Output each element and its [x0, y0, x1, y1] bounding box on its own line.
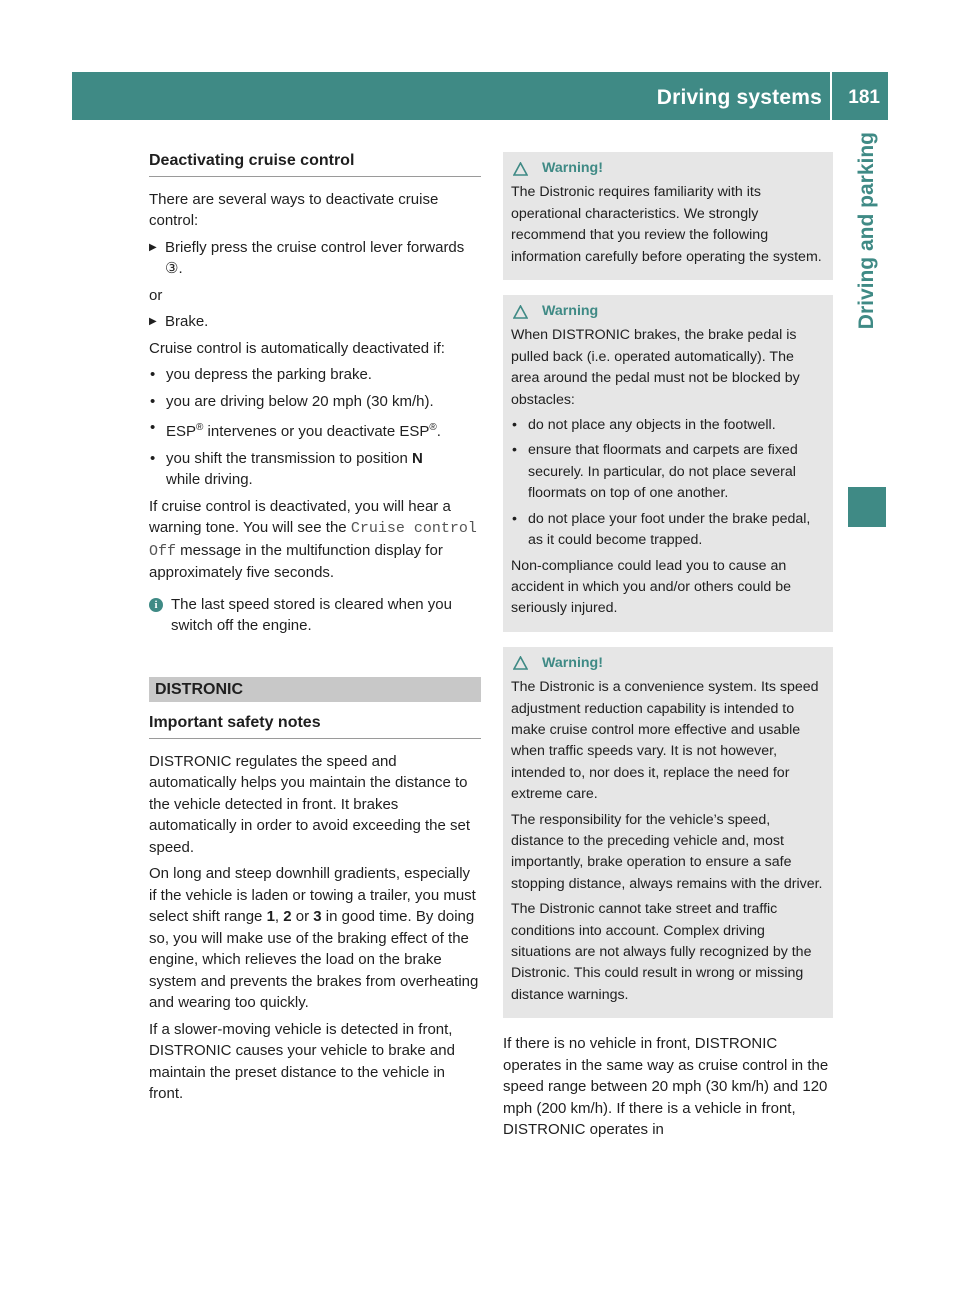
paragraph — [149, 863, 481, 1014]
warning-text: When DISTRONIC brakes, the brake pedal is pulled back (i.e. operated automatically). The area around the pedal must not be blocked by obstacles: — [511, 327, 800, 408]
bullet-icon: • — [150, 366, 156, 383]
side-tab-marker — [848, 487, 886, 527]
gear-position: N — [411, 449, 423, 467]
separator: , — [274, 908, 284, 925]
warning-title — [511, 301, 825, 322]
warning-title — [511, 653, 825, 674]
arrow-right-icon: ▶ — [149, 316, 157, 327]
list-item — [511, 440, 825, 504]
or-text: or — [149, 286, 163, 304]
paragraph: If a slower-moving vehicle is detected in front, DISTRONIC causes your vehicle to brake and maintain the preset distance to the vehicle in front. — [149, 1020, 455, 1102]
step-text: Brake. — [165, 313, 209, 330]
page-header — [72, 72, 888, 120]
list-text: ensure that floormats and carpets are fixed securely. In particular, do not place several floormats on top of one another. — [528, 442, 798, 502]
list-item — [511, 415, 825, 436]
warning-box — [503, 647, 833, 1019]
warning-text: The responsibility for the vehicle’s speed, distance to the preceding vehicle and, most importantly, brake operation to ensure a safe stopping distance, always remains with the driver. — [511, 811, 823, 892]
deactivate-heading: Deactivating cruise control — [149, 150, 481, 177]
list-item — [149, 391, 481, 413]
deact-text: If cruise control is deactivated, you will hear a warning tone. You will see the — [149, 497, 451, 536]
gear-text: you shift the transmission to position — [166, 449, 412, 467]
section-title-bar: DISTRONIC — [149, 677, 481, 703]
info-note — [149, 594, 481, 637]
shift-range-1: 1 — [266, 908, 275, 925]
list-text: do not place any objects in the footwell. — [528, 417, 776, 434]
warning-title-text: Warning! — [542, 160, 603, 176]
para-text-cont: in good time. By doing so, you will make use of the braking effect of the engine, which relieves the load on the brake system and prevents the brakes from overheating and wearing too quickly. — [149, 908, 479, 1011]
section-side-tab — [846, 132, 888, 332]
step-item — [149, 237, 481, 280]
list-item — [149, 417, 481, 443]
gear-text-cont: while driving. — [166, 471, 253, 488]
para-text: On long and steep downhill gradients, especially if the vehicle is laden or towing a trailer, you must select shift range — [149, 865, 476, 925]
list-text: you depress the parking brake. — [166, 366, 372, 383]
warning-footer: Non-compliance could lead you to cause an accident in which you and/or others could be seriously injured. — [511, 557, 791, 617]
list-item — [149, 448, 481, 491]
list-text: do not place your foot under the brake pedal, as it could become trapped. — [528, 510, 811, 549]
note-text: The last speed stored is cleared when you switch off the engine. — [171, 595, 452, 634]
list-item — [511, 509, 825, 552]
list-text: you are driving below 20 mph (30 km/h). — [166, 392, 434, 410]
bullet-icon: • — [512, 442, 517, 459]
deactivate-intro: There are several ways to deactivate cruise control: — [149, 190, 439, 229]
list-text — [166, 417, 441, 443]
period: . — [436, 423, 441, 440]
warning-text: The Distronic is a convenience system. Its speed adjustment reduction capability is intended to make cruise control more effective and usable when traffic speeds vary. It is not however, intended to, nor does it, replace the need for extreme care. — [511, 679, 819, 803]
bullet-icon: • — [150, 449, 156, 467]
separator: or — [291, 908, 314, 925]
bullet-icon: • — [512, 510, 517, 527]
shift-range-3: 3 — [313, 908, 322, 925]
warning-triangle-icon — [513, 162, 528, 176]
chapter-title: Driving systems — [656, 86, 822, 109]
right-column — [503, 152, 833, 1146]
warning-text: The Distronic requires familiarity with its operational characteristics. We strongly recommend that you review the following information carefully before operating the system. — [511, 184, 822, 265]
list-text — [166, 448, 423, 491]
side-tab-label: Driving and parking — [855, 132, 879, 330]
esp-text: intervenes or you deactivate ESP — [203, 423, 430, 440]
paragraph: If there is no vehicle in front, DISTRONIC operates in the same way as cruise control in the speed range between 20 mph (30 km/h) and 120 mph (200 km/h). If there is a vehicle in front, DISTRONIC operates in — [503, 1035, 829, 1139]
bullet-icon: • — [512, 417, 517, 434]
arrow-right-icon: ▶ — [149, 241, 157, 253]
esp-label: ESP — [166, 423, 197, 440]
warning-box — [503, 152, 833, 280]
paragraph: DISTRONIC regulates the speed and automatically helps you maintain the distance to the vehicle detected in front. It brakes automatically in order to avoid exceeding the set speed. — [149, 752, 471, 856]
bullet-icon: • — [150, 392, 156, 410]
warning-title-text: Warning! — [542, 654, 603, 671]
shift-range-2: 2 — [283, 908, 292, 925]
warning-title-text: Warning — [542, 303, 599, 320]
info-icon: i — [149, 598, 163, 612]
list-item — [149, 364, 481, 386]
step-item — [149, 311, 481, 333]
deact-text-cont: message in the multifunction display for approximately five seconds. — [149, 541, 443, 581]
bullet-icon: • — [150, 419, 156, 436]
header-divider — [830, 72, 832, 120]
deactivation-paragraph — [149, 496, 481, 584]
safety-heading: Important safety notes — [149, 712, 481, 739]
left-column — [149, 150, 481, 1110]
step-text: Briefly press the cruise control lever forwards ③. — [165, 238, 465, 277]
warning-triangle-icon — [513, 656, 528, 670]
warning-triangle-icon — [513, 305, 528, 319]
auto-deactivate-intro: Cruise control is automatically deactivated if: — [149, 339, 445, 357]
page-number: 181 — [848, 87, 880, 108]
warning-text: The Distronic cannot take street and traffic conditions into account. Complex driving situations are not always fully recognized by the Distronic. This could result in wrong or missing distance warnings. — [511, 901, 812, 1003]
warning-title — [511, 158, 825, 179]
display-message: Cruise control Off — [149, 520, 477, 560]
warning-box — [503, 295, 833, 632]
registered-mark: ® — [196, 422, 204, 433]
registered-mark: ® — [429, 422, 437, 433]
